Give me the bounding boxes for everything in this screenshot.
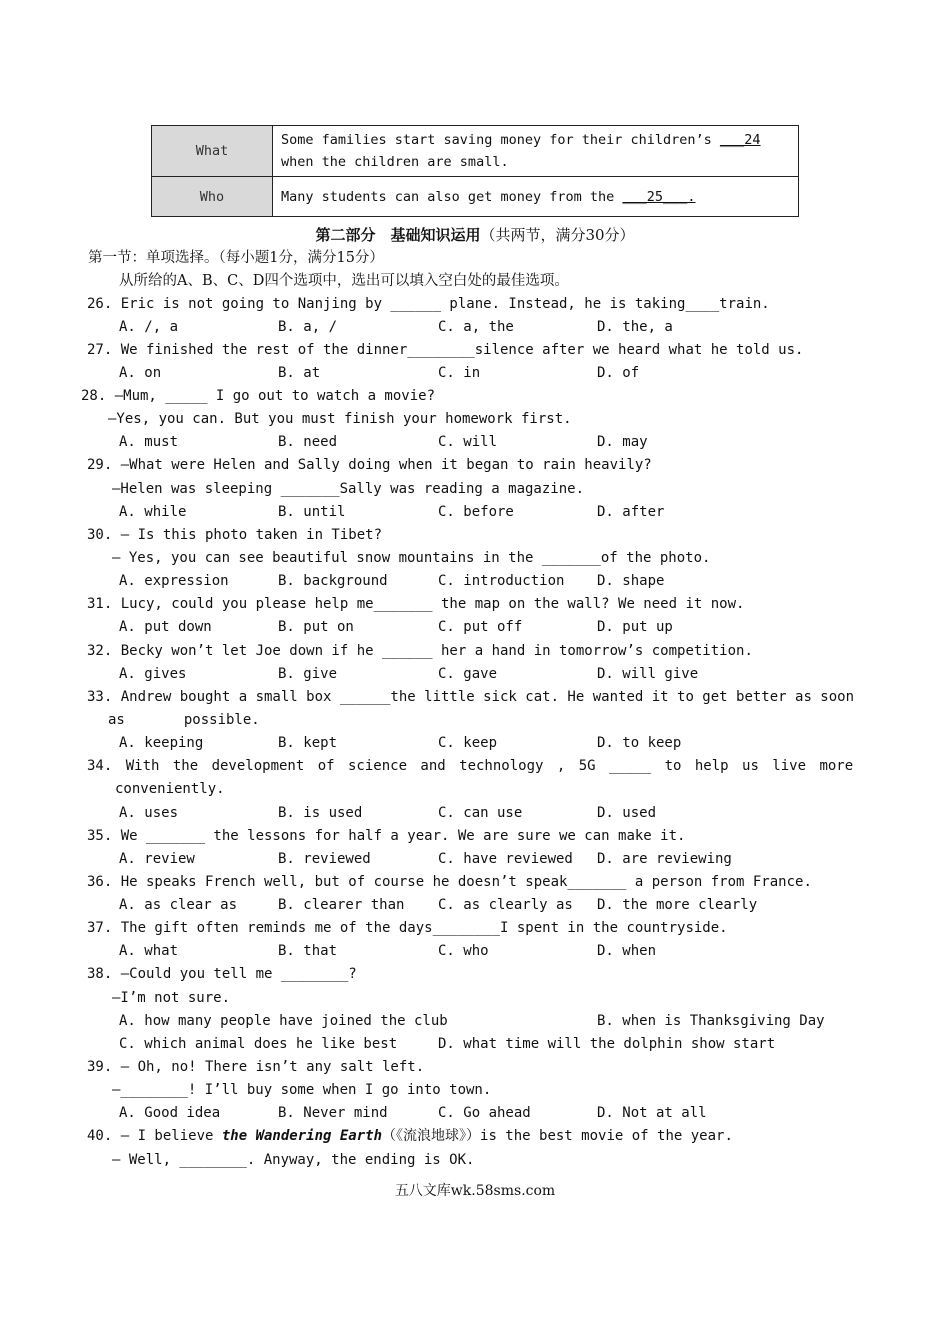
table-value-who: Many students can also get money from the ___25___. (273, 177, 799, 217)
option: A. uses (119, 805, 179, 821)
option: B. when is Thanksgiving Day (597, 1013, 825, 1029)
option: D. after (597, 504, 665, 520)
question-31: 31. Lucy, could you please help me_______ the map on the wall? We need it now. (87, 596, 745, 612)
option: A. put down (119, 619, 212, 635)
option: C. will (438, 434, 498, 450)
option: A. on (119, 365, 162, 381)
table-value-what: Some families start saving money for their children’s ___24 when the children are small. (273, 126, 799, 177)
option: B. need (278, 434, 338, 450)
question-37: 37. The gift often reminds me of the days________I spent in the countryside. (87, 920, 728, 936)
question-26: 26. Eric is not going to Nanjing by ______ plane. Instead, he is taking____train. (87, 296, 770, 312)
option: D. the, a (597, 319, 673, 335)
option: B. is used (278, 805, 363, 821)
question-33: 33. Andrew bought a small box ______the little sick cat. He wanted it to get better as soon (87, 689, 855, 705)
option: A. must (119, 434, 179, 450)
info-table (151, 125, 799, 217)
option: D. will give (597, 666, 699, 682)
option: C. have reviewed (438, 851, 573, 867)
option: B. kept (278, 735, 338, 751)
footer-watermark: 五八文库wk.58sms.com (394, 1183, 556, 1199)
option: B. until (278, 504, 346, 520)
option: A. how many people have joined the club (119, 1013, 448, 1029)
option: C. a, the (438, 319, 514, 335)
option: D. to keep (597, 735, 682, 751)
question-30-reply: — Yes, you can see beautiful snow mountains in the _______of the photo. (112, 550, 711, 566)
option: B. put on (278, 619, 354, 635)
option: A. what (119, 943, 179, 959)
question-40-reply: — Well, ________. Anyway, the ending is OK. (112, 1152, 475, 1168)
option: D. Not at all (597, 1105, 707, 1121)
question-33-cont: as possible. (108, 712, 260, 728)
section-title: 第二部分 基础知识运用（共两节，满分30分） (315, 226, 635, 244)
option: C. introduction (438, 573, 565, 589)
option: A. Good idea (119, 1105, 221, 1121)
subsection-title: 第一节：单项选择。（每小题1分，满分15分） (88, 250, 384, 266)
blank-25: ___25___. (622, 188, 696, 205)
option: C. gave (438, 666, 498, 682)
option: D. the more clearly (597, 897, 758, 913)
question-38: 38. —Could you tell me ________? (87, 966, 357, 982)
question-28: 28. —Mum, _____ I go out to watch a movie? (81, 388, 436, 404)
option: C. keep (438, 735, 498, 751)
instruction: 从所给的A、B、C、D四个选项中，选出可以填入空白处的最佳选项。 (119, 273, 569, 289)
question-32: 32. Becky won’t let Joe down if he ______ her a hand in tomorrow’s competition. (87, 643, 753, 659)
table-key-what: What (152, 126, 273, 177)
option: B. Never mind (278, 1105, 388, 1121)
option: B. background (278, 573, 388, 589)
option: C. in (438, 365, 481, 381)
option: D. put up (597, 619, 673, 635)
question-36: 36. He speaks French well, but of course he doesn’t speak_______ a person from France. (87, 874, 812, 890)
option: B. clearer than (278, 897, 405, 913)
option: A. as clear as (119, 897, 238, 913)
question-39-reply: —________! I’ll buy some when I go into town. (112, 1082, 492, 1098)
question-29: 29. —What were Helen and Sally doing when it began to rain heavily? (87, 457, 652, 473)
question-39: 39. — Oh, no! There isn’t any salt left. (87, 1059, 425, 1075)
option: D. may (597, 434, 648, 450)
table-key-who: Who (152, 177, 273, 217)
option: C. can use (438, 805, 523, 821)
option: C. who (438, 943, 489, 959)
question-34: 34. With the development of science and technology , 5G _____ to help us live more (87, 758, 854, 774)
option: A. review (119, 851, 195, 867)
option: C. before (438, 504, 514, 520)
question-40: 40. — I believe the Wandering Earth（《流浪地球》）is the best movie of the year. (87, 1128, 733, 1144)
option: C. Go ahead (438, 1105, 531, 1121)
option: D. shape (597, 573, 665, 589)
option: B. give (278, 666, 338, 682)
option: A. keeping (119, 735, 204, 751)
option: B. reviewed (278, 851, 371, 867)
question-29-reply: —Helen was sleeping _______Sally was reading a magazine. (112, 481, 585, 497)
question-38-reply: —I’m not sure. (112, 990, 231, 1006)
option: D. of (597, 365, 640, 381)
option: B. at (278, 365, 321, 381)
option: A. gives (119, 666, 187, 682)
option: D. when (597, 943, 657, 959)
option: B. a, / (278, 319, 338, 335)
question-34-cont: conveniently. (115, 781, 225, 797)
option: D. what time will the dolphin show start (438, 1036, 776, 1052)
question-35: 35. We _______ the lessons for half a year. We are sure we can make it. (87, 828, 686, 844)
blank-24: ___24 (719, 132, 761, 148)
option: C. put off (438, 619, 523, 635)
question-30: 30. — Is this photo taken in Tibet? (87, 527, 383, 543)
option: A. /, a (119, 319, 179, 335)
option: C. which animal does he like best (119, 1036, 398, 1052)
question-27: 27. We finished the rest of the dinner________silence after we heard what he told us. (87, 342, 804, 358)
option: A. while (119, 504, 187, 520)
movie-title: the Wandering Earth (221, 1128, 383, 1144)
question-28-reply: —Yes, you can. But you must finish your homework first. (108, 411, 572, 427)
option: D. are reviewing (597, 851, 732, 867)
option: A. expression (119, 573, 229, 589)
option: B. that (278, 943, 338, 959)
option: C. as clearly as (438, 897, 573, 913)
option: D. used (597, 805, 657, 821)
